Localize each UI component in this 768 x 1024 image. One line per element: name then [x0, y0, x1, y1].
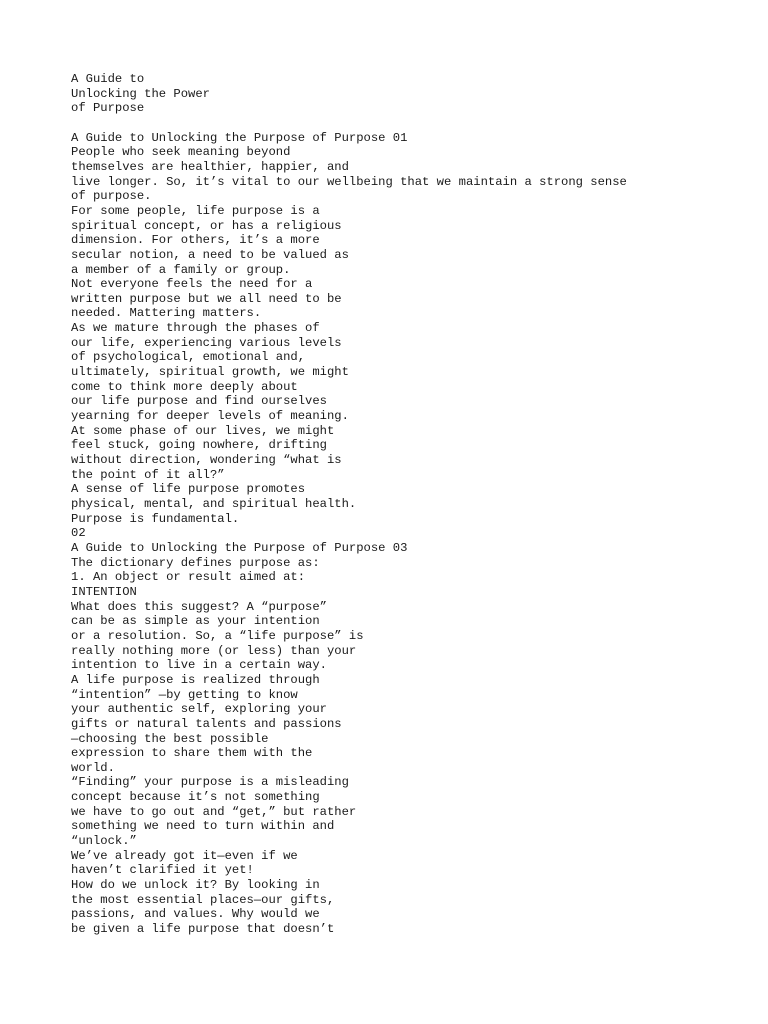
- text-line: The dictionary defines purpose as:: [71, 555, 320, 570]
- text-line: haven’t clarified it yet!: [71, 863, 254, 878]
- text-line: written purpose but we all need to be: [71, 291, 342, 306]
- title-line: A Guide to: [71, 72, 145, 86]
- text-line: be given a life purpose that doesn’t: [71, 922, 335, 937]
- text-line: live longer. So, it’s vital to our wellbeing that we maintain a strong sense: [71, 174, 627, 189]
- text-line: A life purpose is realized through: [71, 672, 320, 687]
- page-header-line: A Guide to Unlocking the Purpose of Purpose 03: [71, 540, 408, 555]
- text-line: How do we unlock it? By looking in: [71, 878, 320, 893]
- document-page: [71, 72, 751, 937]
- text-line: dimension. For others, it’s a more: [71, 233, 320, 248]
- text-line: spiritual concept, or has a religious: [71, 218, 342, 233]
- text-line: At some phase of our lives, we might: [71, 423, 335, 438]
- text-line: A sense of life purpose promotes: [71, 482, 306, 497]
- text-line: without direction, wondering “what is: [71, 453, 342, 468]
- text-line: we have to go out and “get,” but rather: [71, 804, 357, 819]
- text-line: really nothing more (or less) than your: [71, 643, 357, 658]
- text-line: physical, mental, and spiritual health.: [71, 497, 357, 512]
- text-line: something we need to turn within and: [71, 819, 335, 834]
- text-line: “Finding” your purpose is a misleading: [71, 775, 349, 790]
- text-line: ultimately, spiritual growth, we might: [71, 365, 349, 380]
- text-line: a member of a family or group.: [71, 262, 291, 277]
- text-line: What does this suggest? A “purpose”: [71, 599, 327, 614]
- text-line: our life, experiencing various levels: [71, 335, 342, 350]
- text-line: yearning for deeper levels of meaning.: [71, 409, 349, 424]
- text-line: of purpose.: [71, 189, 152, 204]
- text-line: can be as simple as your intention: [71, 614, 320, 629]
- blank-line: [71, 116, 751, 131]
- text-line: world.: [71, 760, 115, 775]
- text-line: As we mature through the phases of: [71, 321, 320, 336]
- text-line: themselves are healthier, happier, and: [71, 159, 349, 174]
- text-line: concept because it’s not something: [71, 790, 320, 805]
- title-line: of Purpose: [71, 101, 145, 116]
- text-line: come to think more deeply about: [71, 379, 298, 394]
- text-line: gifts or natural talents and passions: [71, 716, 342, 731]
- text-line: expression to share them with the: [71, 746, 313, 761]
- text-line: INTENTION: [71, 584, 137, 599]
- text-line: or a resolution. So, a “life purpose” is: [71, 628, 364, 643]
- text-line: secular notion, a need to be valued as: [71, 247, 349, 262]
- text-line: our life purpose and find ourselves: [71, 394, 327, 409]
- text-line: the point of it all?”: [71, 467, 225, 482]
- text-line: Purpose is fundamental.: [71, 511, 240, 526]
- text-line: People who seek meaning beyond: [71, 145, 291, 160]
- text-line: “unlock.”: [71, 834, 137, 849]
- text-line: passions, and values. Why would we: [71, 907, 320, 922]
- text-line: your authentic self, exploring your: [71, 702, 327, 717]
- text-line: needed. Mattering matters.: [71, 306, 262, 321]
- text-line: the most essential places—our gifts,: [71, 892, 335, 907]
- text-line: feel stuck, going nowhere, drifting: [71, 438, 327, 453]
- page-header-line: A Guide to Unlocking the Purpose of Purpose 01: [71, 130, 408, 145]
- text-line: —choosing the best possible: [71, 731, 269, 746]
- text-line: Not everyone feels the need for a: [71, 277, 313, 292]
- text-line: 1. An object or result aimed at:: [71, 570, 306, 585]
- text-line: intention to live in a certain way.: [71, 658, 327, 673]
- text-line: For some people, life purpose is a: [71, 203, 320, 218]
- page-number: 02: [71, 526, 86, 541]
- title-line: Unlocking the Power: [71, 86, 210, 101]
- text-line: “intention” —by getting to know: [71, 687, 298, 702]
- text-line: of psychological, emotional and,: [71, 350, 306, 365]
- text-line: We’ve already got it—even if we: [71, 848, 298, 863]
